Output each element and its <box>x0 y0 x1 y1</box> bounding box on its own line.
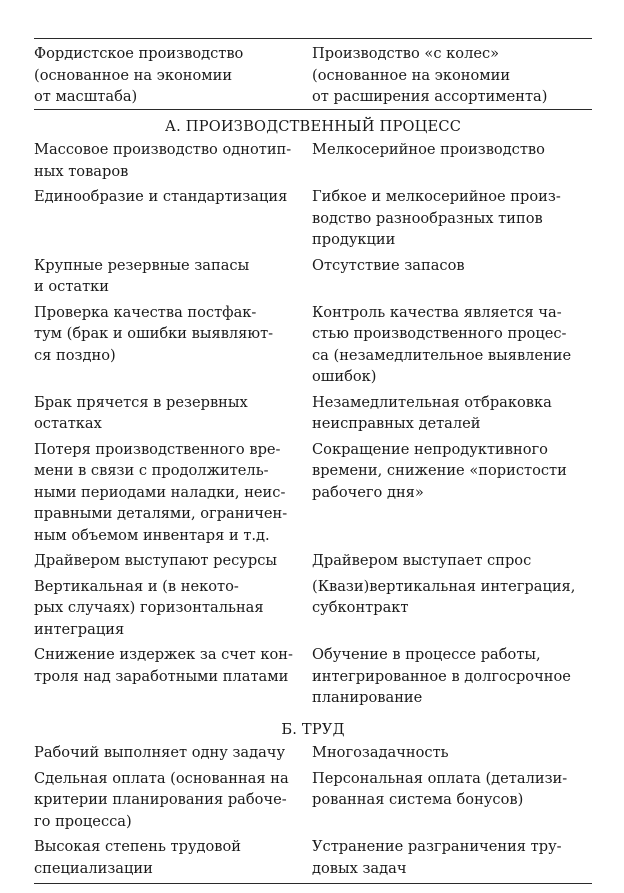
cell-line: Массовое производство однотип- <box>34 141 292 158</box>
cell-line: критерии планирования рабоче- <box>34 791 287 808</box>
section-title: Б. ТРУД <box>281 720 345 738</box>
cell-line: Брак прячется в резервных <box>34 393 248 411</box>
table-cell-left <box>34 768 312 833</box>
cell-line: специализации <box>34 859 153 877</box>
cell-line: стью производственного процес- <box>312 325 567 342</box>
table-cell-right <box>312 742 592 764</box>
cell-line: ными периодами наладки, неис- <box>34 483 286 501</box>
table-header <box>34 39 592 109</box>
table-cell-right <box>312 139 592 182</box>
header-left <box>34 43 312 108</box>
section-rows <box>34 742 592 879</box>
comparison-table <box>34 38 592 884</box>
table-row <box>34 576 592 641</box>
cell-line: планирование <box>312 689 423 706</box>
cell-line: Проверка качества постфак- <box>34 303 257 321</box>
table-cell-left <box>34 139 312 182</box>
table-row <box>34 644 592 709</box>
table-cell-left <box>34 186 312 251</box>
table-row <box>34 439 592 547</box>
cell-line: времени, снижение «пористости <box>312 462 567 479</box>
table-cell-right <box>312 392 592 435</box>
cell-line: Персональная оплата (детализи- <box>312 769 568 787</box>
table-cell-right <box>312 302 592 388</box>
cell-line: Обучение в процессе работы, <box>312 646 541 663</box>
table-row <box>34 139 592 182</box>
cell-line: Контроль качества является ча- <box>312 303 562 321</box>
cell-line: ошибок) <box>312 368 377 385</box>
cell-line: Единообразие и стандартизация <box>34 188 288 205</box>
table-cell-left <box>34 392 312 435</box>
cell-line: Незамедлительная отбраковка <box>312 393 552 411</box>
cell-line: Потеря производственного вре- <box>34 440 281 458</box>
cell-line: тум (брак и ошибки выявляют- <box>34 325 274 342</box>
cell-line: рованная система бонусов) <box>312 791 524 808</box>
table-cell-right <box>312 576 592 641</box>
bottom-rule <box>34 883 592 884</box>
cell-line: рабочего дня» <box>312 483 424 501</box>
cell-line: Устранение разграничения тру- <box>312 838 562 855</box>
cell-line: правными деталями, ограничен- <box>34 505 288 522</box>
cell-line: довых задач <box>312 859 407 877</box>
cell-line: субконтракт <box>312 599 409 616</box>
cell-line: Рабочий выполняет одну задачу <box>34 744 286 761</box>
cell-line: Высокая степень трудовой <box>34 838 242 855</box>
cell-line: ся поздно) <box>34 346 116 364</box>
cell-line: интеграция <box>34 620 125 638</box>
cell-line: Драйвером выступает спрос <box>312 552 532 569</box>
header-left-line: от масштаба) <box>34 88 138 105</box>
cell-line: интегрированное в долгосрочное <box>312 667 571 685</box>
cell-line: Крупные резервные запасы <box>34 256 250 274</box>
table-row <box>34 302 592 388</box>
table-cell-left <box>34 255 312 298</box>
cell-line: неисправных деталей <box>312 415 481 432</box>
cell-line: Сдельная оплата (основанная на <box>34 769 289 787</box>
cell-line: Мелкосерийное производство <box>312 141 545 158</box>
cell-line: троля над заработными платами <box>34 667 289 685</box>
header-right-line: от расширения ассортимента) <box>312 88 548 105</box>
header-left-line: Фордистское производство <box>34 45 244 62</box>
table-body <box>34 110 592 880</box>
cell-line: Сокращение непродуктивного <box>312 440 548 458</box>
header-left-line: (основанное на экономии <box>34 66 233 84</box>
cell-line: Гибкое и мелкосерийное произ- <box>312 188 561 205</box>
section-rows <box>34 139 592 709</box>
table-cell-left <box>34 742 312 764</box>
header-right-line: (основанное на экономии <box>312 66 511 84</box>
table-cell-left <box>34 576 312 641</box>
cell-line: водство разнообразных типов <box>312 209 543 227</box>
table-cell-left <box>34 550 312 572</box>
cell-line: Драйвером выступают ресурсы <box>34 552 277 569</box>
table-cell-left <box>34 836 312 879</box>
cell-line: продукции <box>312 231 396 248</box>
cell-line: ным объемом инвентаря и т.д. <box>34 526 270 544</box>
table-row <box>34 255 592 298</box>
table-cell-left <box>34 439 312 547</box>
header-right <box>312 43 592 108</box>
table-row <box>34 186 592 251</box>
cell-line: го процесса) <box>34 812 132 830</box>
table-cell-right <box>312 186 592 251</box>
table-cell-right <box>312 255 592 298</box>
table-cell-left <box>34 644 312 709</box>
table-row <box>34 742 592 764</box>
table-row <box>34 392 592 435</box>
cell-line: ных товаров <box>34 162 129 180</box>
header-right-line: Производство «с колес» <box>312 45 500 62</box>
cell-line: (Квази)вертикальная интеграция, <box>312 577 576 595</box>
cell-line: остатках <box>34 415 102 432</box>
cell-line: Вертикальная и (в некото- <box>34 577 239 595</box>
cell-line: Многозадачность <box>312 744 449 761</box>
table-cell-left <box>34 302 312 388</box>
table-cell-right <box>312 550 592 572</box>
table-row <box>34 768 592 833</box>
cell-line: са (незамедлительное выявление <box>312 346 572 364</box>
cell-line: мени в связи с продолжитель- <box>34 462 269 479</box>
table-row <box>34 550 592 572</box>
cell-line: и остатки <box>34 278 110 295</box>
cell-line: Отсутствие запасов <box>312 256 465 274</box>
table-row <box>34 836 592 879</box>
table-cell-right <box>312 644 592 709</box>
table-cell-right <box>312 439 592 547</box>
table-cell-right <box>312 836 592 879</box>
section-title: А. ПРОИЗВОДСТВЕННЫЙ ПРОЦЕСС <box>164 117 462 135</box>
table-cell-right <box>312 768 592 833</box>
cell-line: Снижение издержек за счет кон- <box>34 646 293 663</box>
cell-line: рых случаях) горизонтальная <box>34 599 264 616</box>
